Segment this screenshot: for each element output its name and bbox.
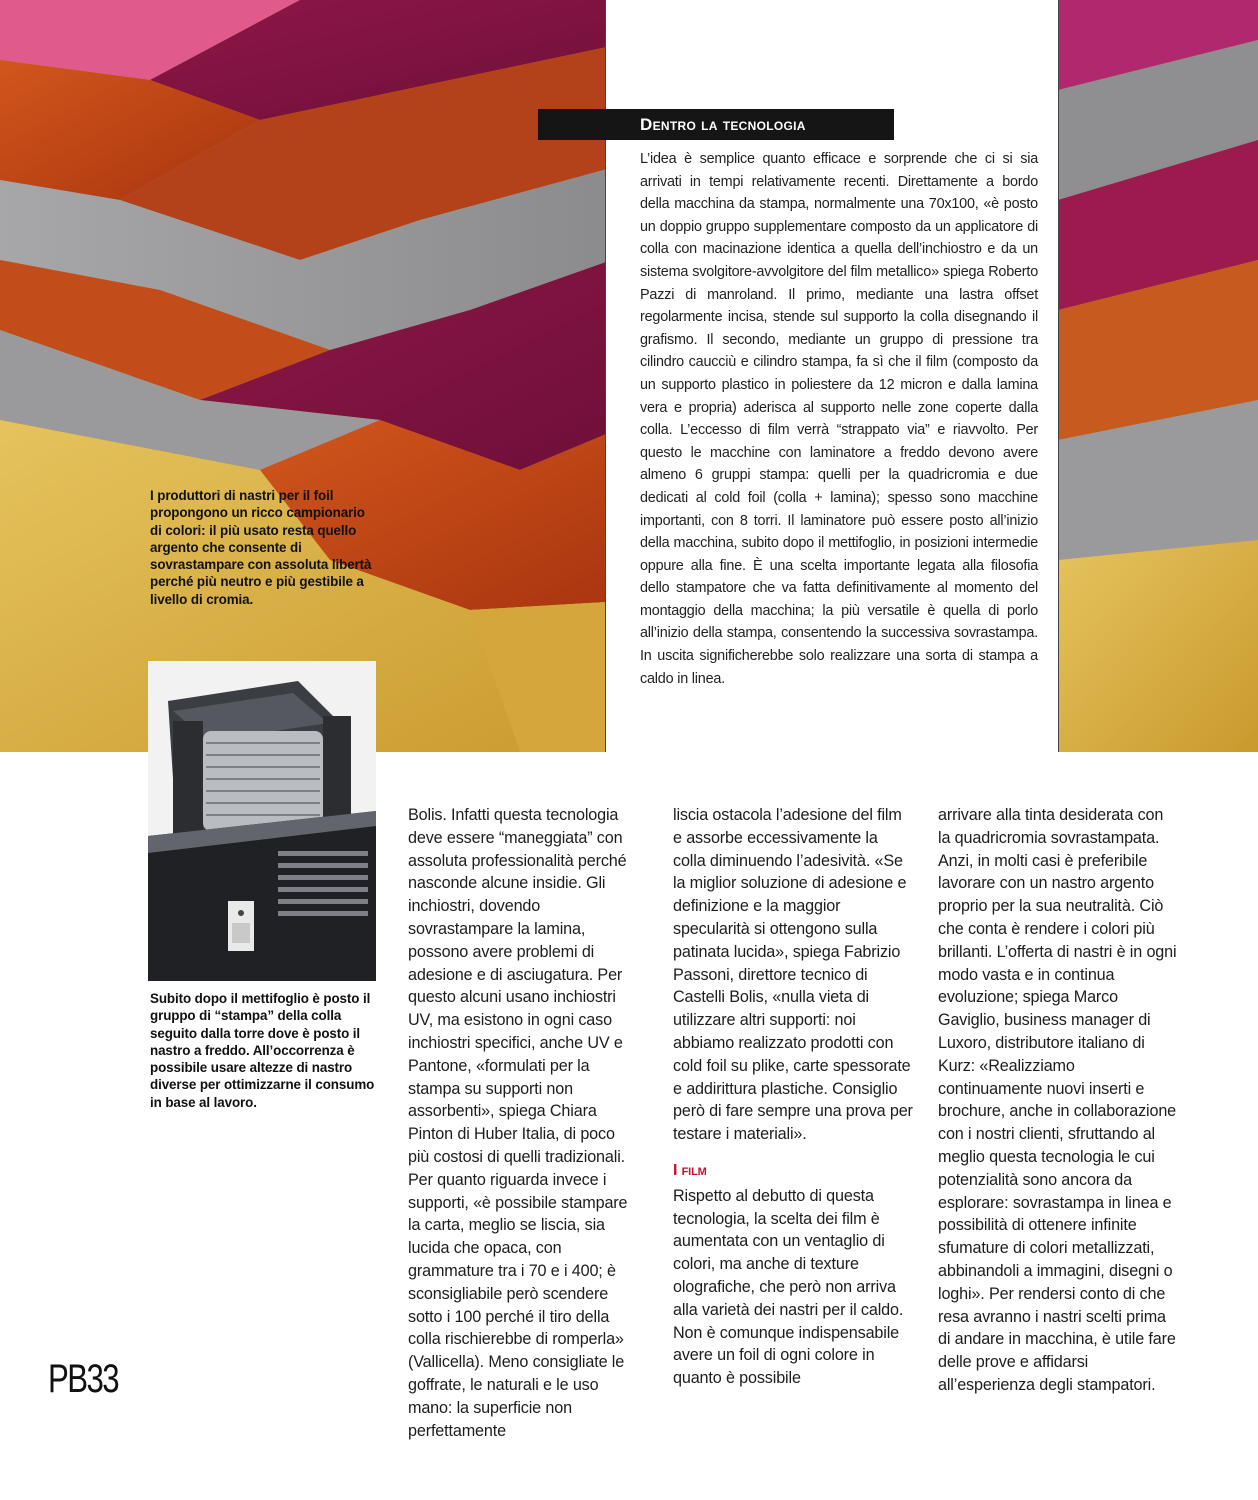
sidebar-text: L’idea è semplice quanto efficace e sorprende che ci si sia arrivati in tempi relativamente recenti. Direttamente a bordo della macchina da stampa, normalmente una 70x100, «è posto un doppio gruppo supplementare composto da un applicatore di colla con macinazione identica a quella dell’inchiostro e da un sistema svolgitore-avvolgitore del film metallico» spiega Roberto Pazzi di manroland. Il primo, mediante una lastra offset regolarmente incisa, stende sul supporto la colla disegnando il grafismo. Il secondo, mediante un gruppo di pressione tra cilindro caucciù e cilindro stampa, fa sì che il film (composto da un supporto plastico in poliestere da 12 micron e dalla lamina vera e propria) aderisca al supporto nelle zone coperte dalla colla. L’eccesso di film verrà “strappato via” e riavvolto. Per questo le macchine con laminatore a freddo devono avere almeno 6 gruppi stampa: quelli per la quadricromia e due dedicati al cold foil (colla + lamina); spesso sono macchine importanti, con 8 torri. Il laminatore può essere posto all’inizio della macchina, subito dopo il mettifoglio, in posizioni intermedie oppure alla fine. È una scelta importante legata alla filosofia dello stampatore che va fatta definitivamente al momento del montaggio della macchina; la più versatile è quella di porlo all’inizio della stampa, consentendo la successiva sovrastampa. In uscita significherebbe solo realizzare una sorta di stampa a caldo in linea. xyxy=(640,151,1038,687)
cold-foil-machine-photo xyxy=(148,661,376,981)
column-2-text-a: liscia ostacola l’adesione del film e assorbe eccessivamente la colla diminuendo l’adesività. «Se la miglior soluzione di adesione e definizione e la maggior specularità si ottengono sulla patinata lucida», spiega Fabrizio Passoni, direttore tecnico di Castelli Bolis, «nulla vieta di utilizzare altri supporti: noi abbiamo realizzato prodotti con cold foil su plike, carte spessorate e addirittura plastiche. Consiglio però di fare sempre una prova per testare i materiali». xyxy=(673,806,913,1144)
column-1-text: Bolis. Infatti questa tecnologia deve essere “maneggiata” con assoluta professionalità perché nasconde alcune insidie. Gli inchiostri, dovendo sovrastampare la lamina, possono avere problemi di adesione e di asciugatura. Per questo alcuni usano inchiostri UV, ma esistono in ogni caso inchiostri specifici, anche UV e Pantone, «formulati per la stampa su supporti non assorbenti», spiega Chiara Pinton di Huber Italia, di poco più costosi di quelli tradizionali. Per quanto riguarda invece i supporti, «è possibile stampare la carta, meglio se liscia, sia lucida che opaca, con grammature tra i 70 e i 400; è sconsigliabile però scendere sotto i 100 perché il tiro della colla rischierebbe di romperla» (Vallicella). Meno consigliate le goffrate, le naturali e le uso mano: la superficie non perfettamente xyxy=(408,806,628,1440)
article-column-2 xyxy=(673,804,913,1390)
sidebar-title: Dentro la tecnologia xyxy=(538,109,894,140)
section-heading-film: I film xyxy=(673,1161,707,1179)
column-3-text: arrivare alla tinta desiderata con la quadricromia sovrastampata. Anzi, in molti casi è preferibile lavorare con un nastro argento proprio per la sua neutralità. Ciò che conta è rendere i colori più brillanti. L’offerta di nastri è in ogni modo vasta e in continua evoluzione; spiega Marco Gaviglio, business manager di Luxoro, distributore italiano di Kurz: «Realizziamo continuamente nuovi inserti e brochure, anche in collaborazione con i nostri clienti, sfruttando al meglio questa tecnologia le cui potenzialità sono ancora da esplorare: sovrastampa in linea e possibilità di ottenere infinite sfumature di colori metallizzati, abbinandoli a immagini, disegni o loghi». Per rendersi conto di che resa avranno i nastri scelti prima di andare in macchina, è utile fare delle prove e affidarsi all’esperienza degli stampatori. xyxy=(938,806,1177,1394)
photo-caption-swatches: I produttori di nastri per il foil propongono un ricco campionario di colori: il più usato resta quello argento che consente di sovrastampare con assoluta libertà perché più neutro e più gestibile a livello di cromia. xyxy=(150,488,372,607)
column-2-text-b: Rispetto al debutto di questa tecnologia, la scelta dei film è aumentata con un ventaglio di colori, ma anche di texture olografiche, che però non arriva alla varietà dei nastri per il caldo. Non è comunque indispensabile avere un foil di ogni colore in quanto è possibile xyxy=(673,1186,904,1388)
article-column-1 xyxy=(408,804,640,1442)
page-number: PB33 xyxy=(48,1357,119,1401)
photo-caption-machine: Subito dopo il mettifoglio è posto il gruppo di “stampa” della colla seguito dalla torre dove è posto il nastro a freddo. All’occorrenza è possibile usare altezze di nastro diverse per ottimizzarne il consumo in base al lavoro. xyxy=(150,991,375,1110)
article-column-3 xyxy=(938,804,1178,1397)
